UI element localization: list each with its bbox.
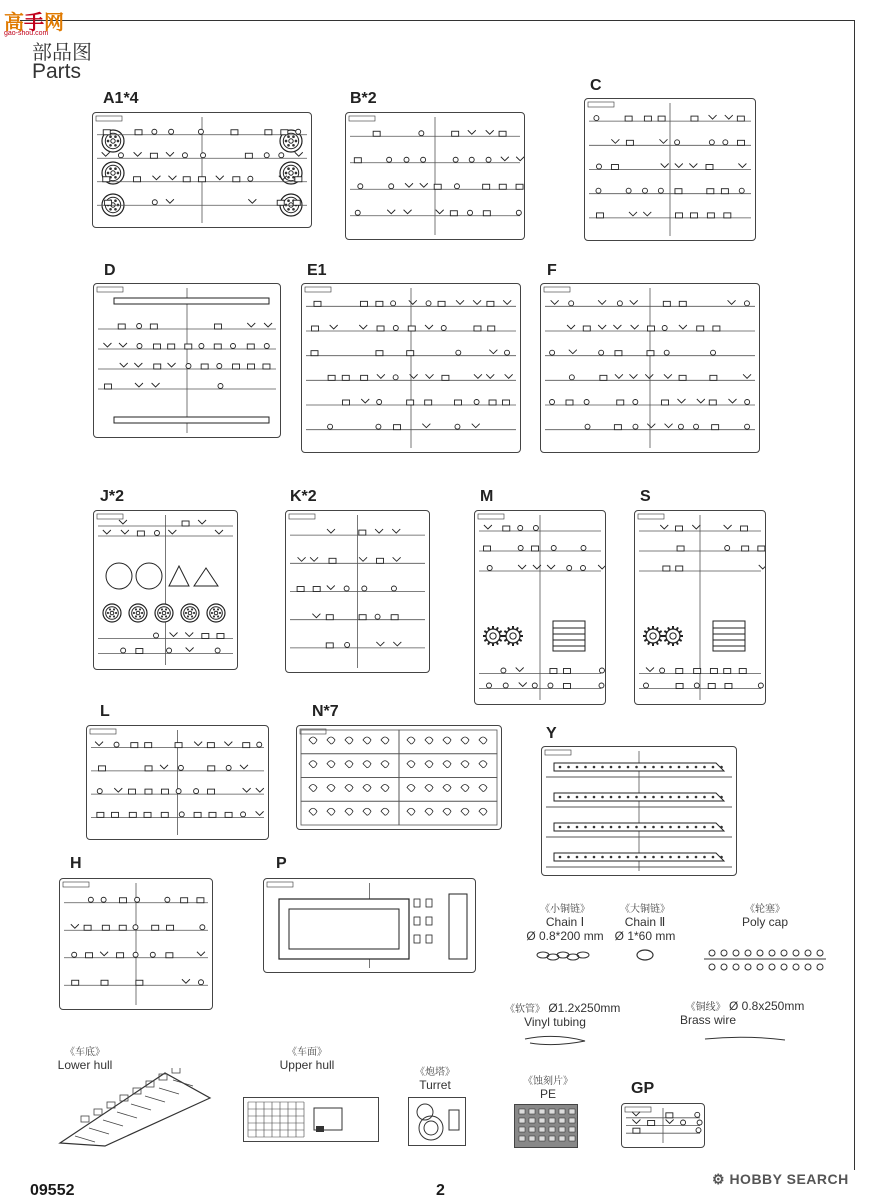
sprue-c: [584, 98, 756, 241]
pe-label: 《蚀刻片》 PE: [523, 1076, 573, 1101]
chain-2: 《大铜链》 Chain Ⅱ Ø 1*60 mm: [610, 900, 680, 968]
logo-url: gao-shou.com: [4, 30, 49, 37]
turret-icon: [408, 1097, 466, 1146]
sprue-label-d: D: [104, 262, 116, 279]
chain-1: 《小铜链》 Chain Ⅰ Ø 0.8*200 mm: [525, 900, 605, 968]
sprue-h: [59, 878, 213, 1010]
sprue-label-j: J*2: [100, 488, 125, 505]
sprue-label-e1: E1: [307, 262, 327, 279]
sprue-label-p: P: [276, 855, 287, 872]
sprue-p: [263, 878, 476, 973]
lower-hull-label: 《车底》 Lower hull: [57, 1047, 113, 1072]
vinyl-tubing-icon: [515, 1029, 595, 1049]
sprue-label-c: C: [590, 77, 602, 94]
pe-icon: [514, 1104, 578, 1148]
sprue-label-n: N*7: [312, 703, 339, 720]
page-number: 2: [436, 1182, 445, 1199]
sprue-label-y: Y: [546, 725, 557, 742]
page-title: Parts: [32, 60, 82, 83]
kit-code: 09552: [30, 1182, 75, 1199]
sprue-y: [541, 746, 737, 876]
watermark: ⚙ HOBBY SEARCH: [712, 1171, 849, 1187]
sprue-k: [285, 510, 430, 673]
sprue-s: [634, 510, 766, 705]
sprue-e1: [301, 283, 521, 453]
sprue-d: [93, 283, 281, 438]
sprue-label-f: F: [547, 262, 557, 279]
page-title-cn: 部品图: [32, 42, 92, 64]
poly-cap: 《轮塞》 Poly cap: [741, 904, 789, 929]
sprue-label-a1: A1*4: [103, 90, 139, 107]
sprue-l: [86, 725, 269, 840]
sprue-j: [93, 510, 238, 670]
upper-hull-icon: [243, 1097, 379, 1142]
brass-wire-icon: [700, 1027, 790, 1047]
site-logo: 高手网 gao-shou.com: [4, 12, 64, 37]
sprue-b: [345, 112, 525, 240]
poly-cap-icon: [700, 945, 830, 975]
sprue-a1: [92, 112, 312, 228]
sprue-f: [540, 283, 760, 453]
sprue-m: [474, 510, 606, 705]
sprue-gp: [621, 1103, 705, 1148]
sprue-label-b: B*2: [350, 90, 377, 107]
vinyl-tubing: 《软管》 Ø1.2x250mm Vinyl tubing: [505, 1000, 605, 1052]
sprue-label-l: L: [100, 703, 110, 720]
sprue-label-gp: GP: [631, 1080, 655, 1097]
upper-hull-label: 《车面》 Upper hull: [279, 1047, 335, 1072]
sprue-label-k: K*2: [290, 488, 317, 505]
chain-1-icon: [535, 943, 595, 965]
sprue-label-h: H: [70, 855, 82, 872]
sprue-label-s: S: [640, 488, 651, 505]
turret-label: 《炮塔》 Turret: [415, 1067, 455, 1092]
chain-2-icon: [630, 943, 660, 965]
brass-wire: 《铜线》 Ø 0.8x250mm Brass wire: [680, 998, 810, 1050]
lower-hull-icon: [55, 1068, 215, 1148]
sprue-n: [296, 725, 502, 830]
sprue-label-m: M: [480, 488, 494, 505]
